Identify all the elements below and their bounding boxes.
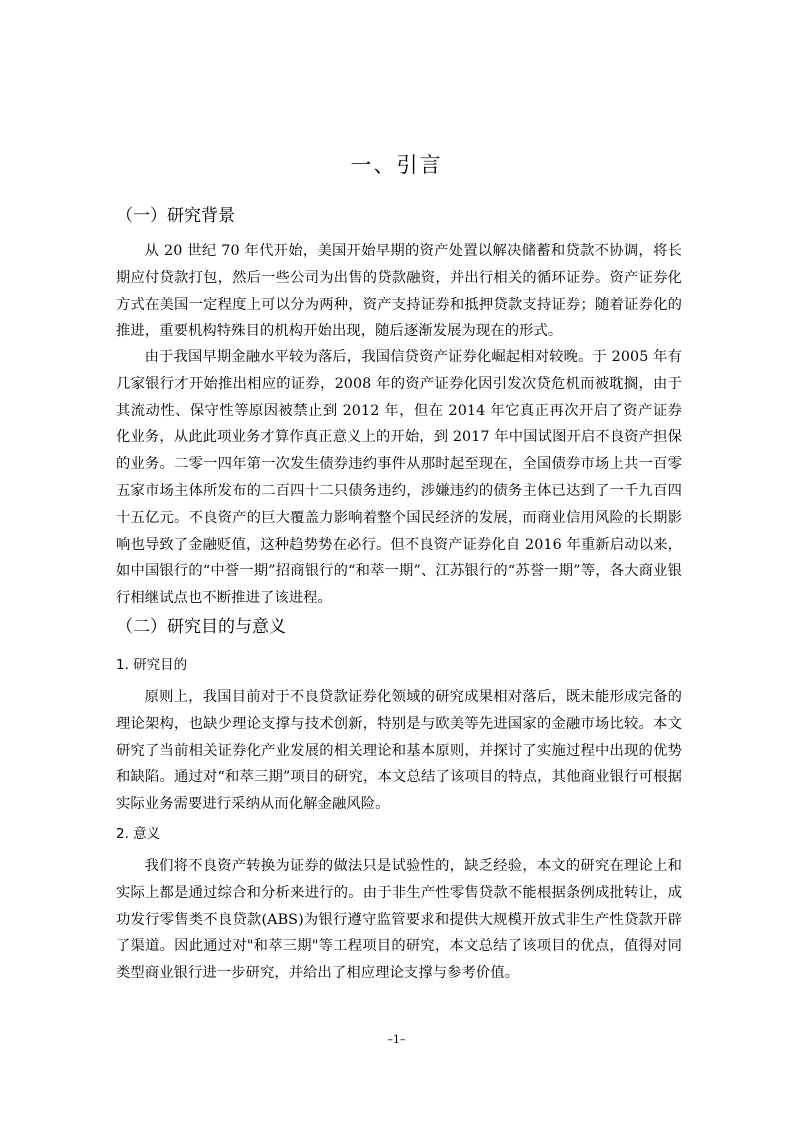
paragraph-background-1: 从 20 世纪 70 年代开始，美国开始早期的资产处置以解决储蓄和贷款不协调，将长期应付贷款打包，然后一些公司为出售的贷款融资，并出行相关的循环证券。资产证券化方式在美国一定程度上可以分为两种，资产支持证券和抵押贷款支持证券；随着证券化的推进，重要机构特殊目的机构开始出现，随后逐渐发展为现在的形式。 xyxy=(116,243,682,340)
subsection-heading-purpose: 1. 研究目的 xyxy=(116,657,188,673)
subsection-heading-significance: 2. 意义 xyxy=(116,826,161,842)
page-title: 一、引言 xyxy=(350,153,443,177)
paragraph-significance: 我们将不良资产转换为证券的做法只是试验性的，缺乏经验，本文的研究在理论上和实际上都是通过综合和分析来进行的。由于非生产性零售贷款不能根据条例成批转让，成功发行零售类不良贷款(ABS)为银行遵守监管要求和提供大规模开放式非生产性贷款开辟了渠道。因此通过对"和萃三期"等工程项目的研究，本文总结了该项目的优点，值得对同类型商业银行进一步研究，并给出了相应理论支撑与参考价值。 xyxy=(116,858,682,982)
paragraph-background-2: 由于我国早期金融水平较为落后，我国信贷资产证券化崛起相对较晚。于 2005 年有几家银行才开始推出相应的证券，2008 年的资产证券化因引发次贷危机而被耽搁，由于其流动性、保守性等原因被禁止到 2012 年，但在 2014 年它真正再次开启了资产证券化业务，从此此项业务才算作真正意义上的开始，到 2017 年中国试图开启不良资产担保的业务。二零一四年第一次发生债券违约事件从那时起至现在，全国债券市场上共一百零五家市场主体所发布的二百四十二只债务违约，涉嫌违约的债务主体已达到了一千九百四十五亿元。不良资产的巨大覆盖力影响着整个国民经济的发展，而商业信用风险的长期影响也导致了金融贬值，这种趋势势在必行。但不良资产证券化自 2016 年重新启动以来，如中国银行的“中誉一期”招商银行的“和萃一期”、江苏银行的“苏誉一期”等，各大商业银行相继试点也不断推进了该进程。 xyxy=(116,349,682,607)
section-heading-background: （一）研究背景 xyxy=(116,206,235,226)
section-heading-purpose-significance: （二）研究目的与意义 xyxy=(116,617,286,637)
paragraph-purpose: 原则上，我国目前对于不良贷款证券化领域的研究成果相对落后，既未能形成完备的理论架构，也缺少理论支撑与技术创新，特别是与欧美等先进国家的金融市场比较。本文研究了当前相关证券化产业发展的相关理论和基本原则，并探讨了实施过程中出现的优势和缺陷。通过对“和萃三期”项目的研究，本文总结了该项目的特点，其他商业银行可根据实际业务需要进行采纳从而化解金融风险。 xyxy=(116,689,682,813)
page-number: –1– xyxy=(387,1033,406,1046)
